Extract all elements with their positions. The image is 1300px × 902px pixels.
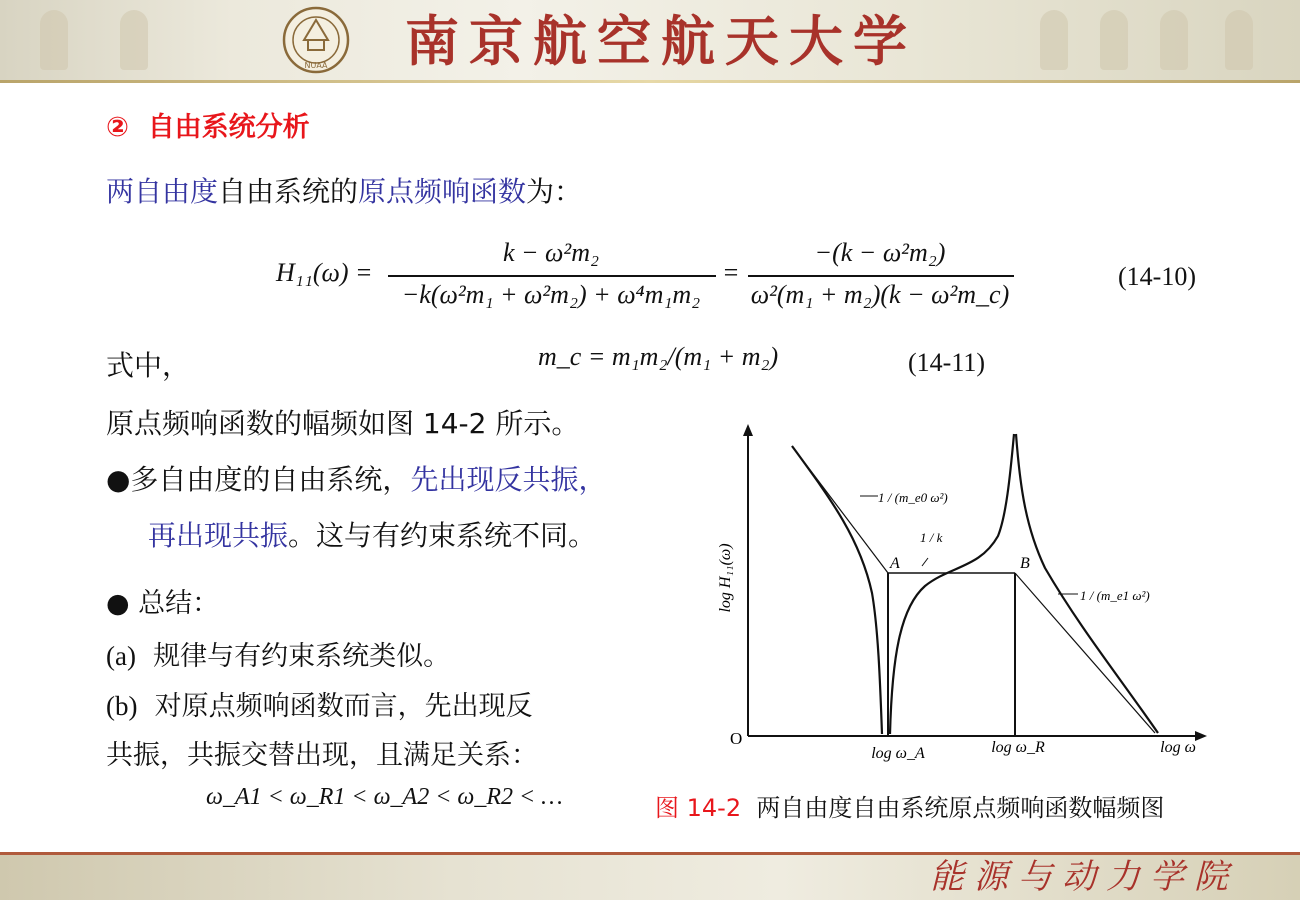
item-b [106,688,533,725]
eq1-fraction-bar-2 [748,275,1014,277]
frf-curve-rising [890,434,1014,734]
intro-text: 自由系统的 [218,175,359,208]
bullet-1-text-2: 。这与有约束系统不同。 [288,519,597,552]
section-title: 自由系统分析 [147,112,310,143]
intro-text-end: 为： [526,175,583,208]
figure-caption [655,788,1164,823]
eq2-expression: m_c = m₁m₂/(m₁ + m₂) [538,342,779,371]
school-name: 能源与动力学院 [930,857,1238,897]
item-a [106,638,450,675]
banner-photo-deco [1100,10,1128,70]
frf-curve-falling [792,446,882,734]
frf-curve-falling-high [1016,434,1158,733]
header-divider [0,80,1300,83]
caption-number: 图 14-2 [655,794,742,822]
eq1-equals: = [722,258,740,287]
bullet-1-text: ●多自由度的自由系统， [106,463,411,496]
x-tick-R: log ω_R [991,739,1045,756]
x-axis-label: log ω [1160,739,1196,756]
asymptote-label-3: 1 / (m_e1 ω²) [1080,588,1150,603]
x-tick-A: log ω_A [871,745,925,762]
figure-14-2 [700,418,1210,770]
section-number: ② [106,112,129,143]
intro-line [106,174,582,210]
bullet-1-highlight: 先出现反共振， [410,463,607,496]
banner-photo-deco [1225,10,1253,70]
bullet-1-line-2 [148,518,596,554]
eq1-lhs: H₁₁(ω) = [276,258,373,287]
banner-photo-deco [1160,10,1188,70]
university-name: 南京航空航天大学 [405,9,917,73]
asymptote-label-1: 1 / (m_e0 ω²) [878,490,948,505]
bullet-1-line-1 [106,462,606,498]
point-B-label: B [1020,555,1030,572]
eq1-denominator-1: −k(ω²m₁ + ω²m₂) + ω⁴m₁m₂ [401,280,701,309]
item-b-cont: 共振，共振交替出现，且满足关系： [106,740,538,771]
point-A-label: A [890,555,900,572]
origin-label: O [730,729,743,748]
asymptote-label-2: 1 / k [920,530,943,545]
banner-photo-deco [1040,10,1068,70]
y-axis-label: log H₁₁(ω) [717,543,734,613]
body-line-figure-ref: 原点频响函数的幅频如图 14-2 所示。 [106,407,580,440]
bullet-1-highlight-2: 再出现共振 [148,519,289,552]
eq1-numerator-2: −(k − ω²m₂) [814,238,946,267]
eq2-number: (14-11) [908,348,986,377]
leader-line-2 [922,558,928,566]
eq1-number: (14-10) [1118,262,1196,291]
eq1-numerator-1: k − ω²m₂ [502,238,600,267]
banner-photo-deco [120,10,148,70]
x-axis-arrow [1195,731,1207,741]
item-a-text: 规律与有约束系统类似。 [153,641,451,672]
eq1-fraction-bar-1 [388,275,716,277]
banner-photo-deco [40,10,68,70]
y-axis-arrow [743,424,753,436]
where-label: 式中， [106,349,191,382]
intro-term-frf: 原点频响函数 [358,175,527,208]
item-b-label: (b) [106,691,138,721]
intro-term-dof: 两自由度 [106,175,219,208]
section-heading [106,110,310,146]
item-b-text: 对原点频响函数而言，先出现反 [154,691,533,722]
summary-heading: ● 总结： [106,588,220,619]
university-emblem [282,6,350,74]
eq1-denominator-2: ω²(m₁ + m₂)(k − ω²m_c) [750,280,1010,309]
item-a-label: (a) [106,641,136,671]
caption-text: 两自由度自由系统原点频响函数幅频图 [756,794,1165,822]
relation-expression: ω_A1 < ω_R1 < ω_A2 < ω_R2 < … [206,784,563,810]
emblem-text: NUAA [304,61,328,70]
